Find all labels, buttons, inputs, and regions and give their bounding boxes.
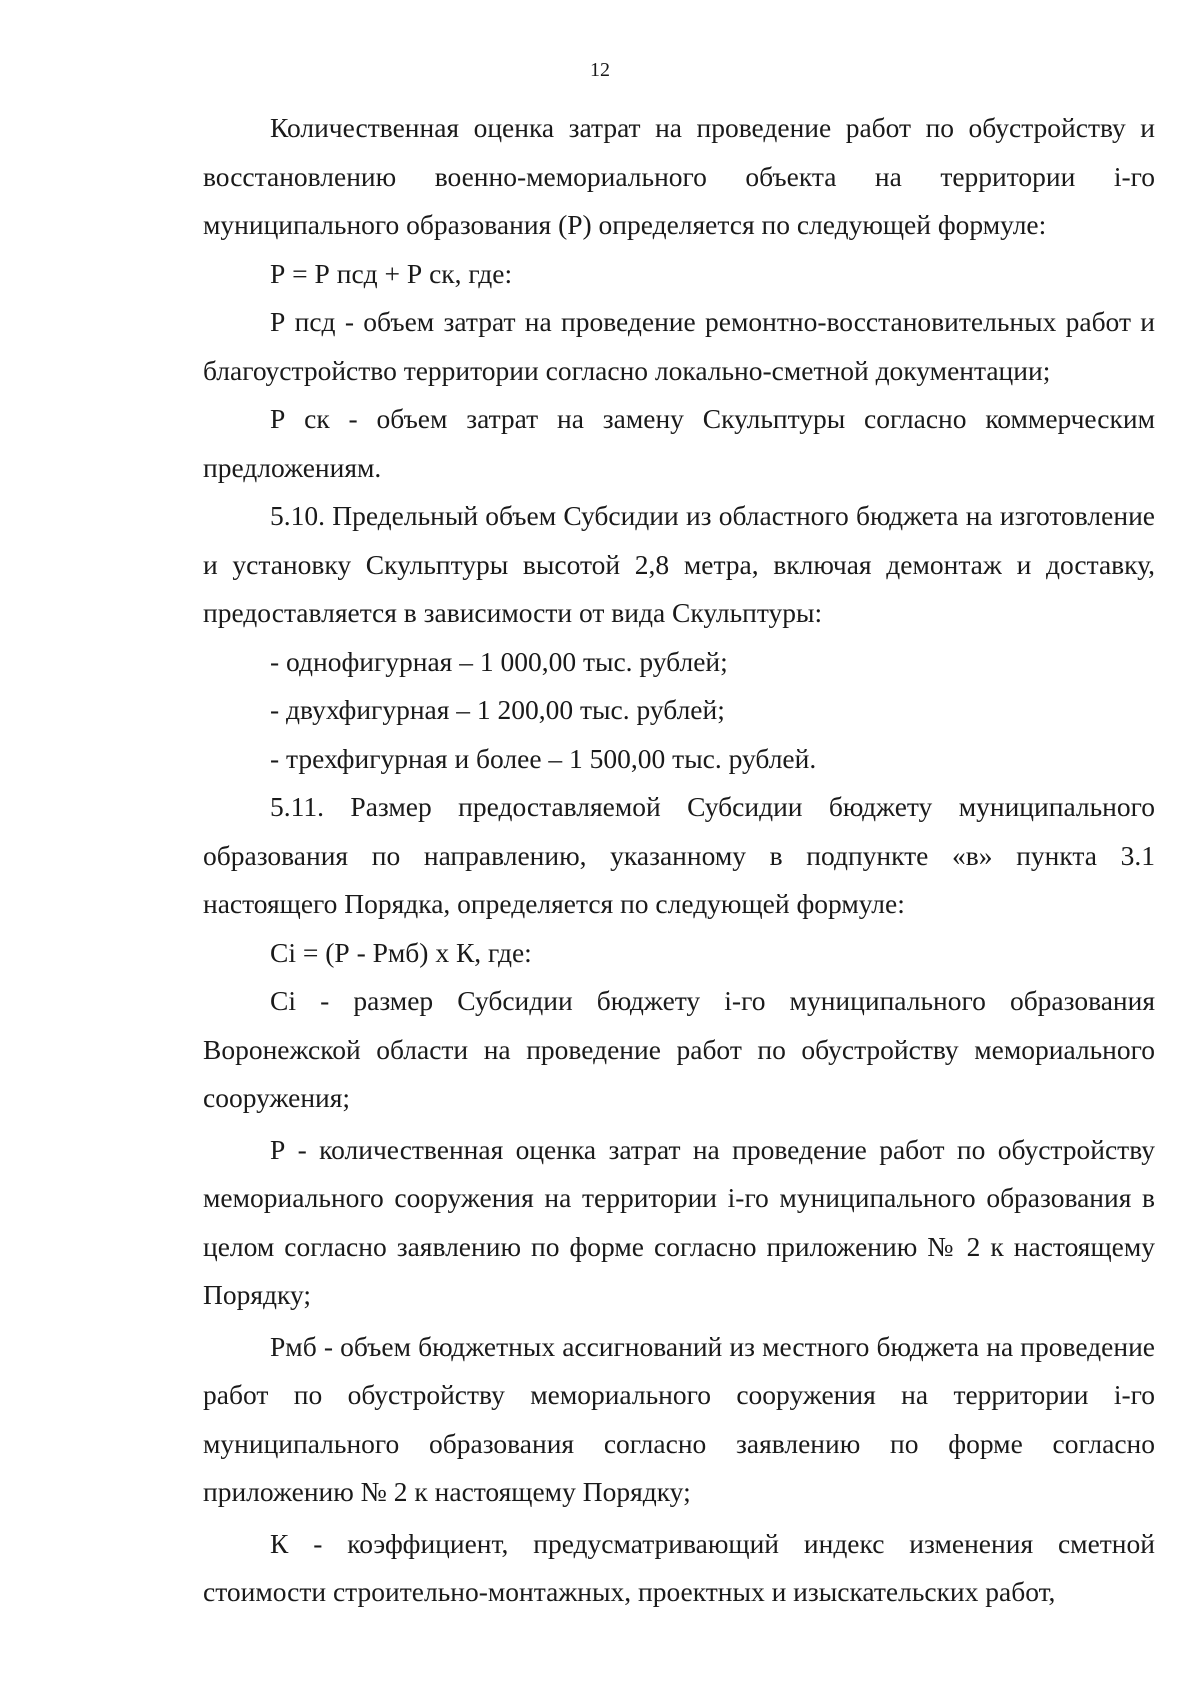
paragraph-definition-pmb: Рмб - объем бюджетных ассигнований из местного бюджета на проведение работ по обустройству мемориального сооружения на территории i-го муниципального образования согласно заявлению по форме согласно приложению № 2 к настоящему Порядку;	[203, 1330, 1155, 1507]
list-item-two-figure: - двухфигурная – 1 200,00 тыс. рублей;	[270, 694, 725, 725]
formula-total-cost: Р = Р псд + Р ск, где:	[270, 257, 513, 289]
paragraph-section-5-10: 5.10. Предельный объем Субсидии из областного бюджета на изготовление и установку Скульптуры высотой 2,8 метра, включая демонтаж и доставку, предоставляется в зависимости от вида Скульптуры:	[203, 500, 1155, 628]
paragraph-definition-p: Р - количественная оценка затрат на проведение работ по обустройству мемориального сооружения на территории i-го муниципального образования в целом согласно заявлению по форме согласно приложению № 2 к настоящему Порядку;	[203, 1133, 1155, 1310]
paragraph-definition-k: К - коэффициент, предусматривающий индекс изменения сметной стоимости строительно-монтажных, проектных и изыскательских работ,	[203, 1527, 1155, 1607]
formula-subsidy: Ci = (Р - Рмб) х К, где:	[270, 936, 532, 968]
list-item-three-figure: - трехфигурная и более – 1 500,00 тыс. рублей.	[270, 742, 817, 774]
paragraph-cost-estimate-intro: Количественная оценка затрат на проведение работ по обустройству и восстановлению военно-мемориального объекта на территории i-го муниципального образования (Р) определяется по следующей формуле:	[203, 112, 1155, 240]
paragraph-definition-p-sk: Р ск - объем затрат на замену Скульптуры согласно коммерческим предложениям.	[203, 403, 1155, 483]
paragraph-definition-p-psd: Р псд - объем затрат на проведение ремонтно-восстановительных работ и благоустройство территории согласно локально-сметной документации;	[203, 306, 1155, 386]
page-number: 12	[590, 59, 610, 81]
paragraph-definition-ci: Ci - размер Субсидии бюджету i-го муниципального образования Воронежской области на проведение работ по обустройству мемориального сооружения;	[203, 985, 1155, 1113]
list-item-single-figure: - однофигурная – 1 000,00 тыс. рублей;	[270, 645, 728, 677]
paragraph-section-5-11: 5.11. Размер предоставляемой Субсидии бюджету муниципального образования по направлению, указанному в подпункте «в» пункта 3.1 настоящего Порядка, определяется по следующей формуле:	[203, 791, 1155, 919]
document-body	[203, 104, 1155, 1617]
